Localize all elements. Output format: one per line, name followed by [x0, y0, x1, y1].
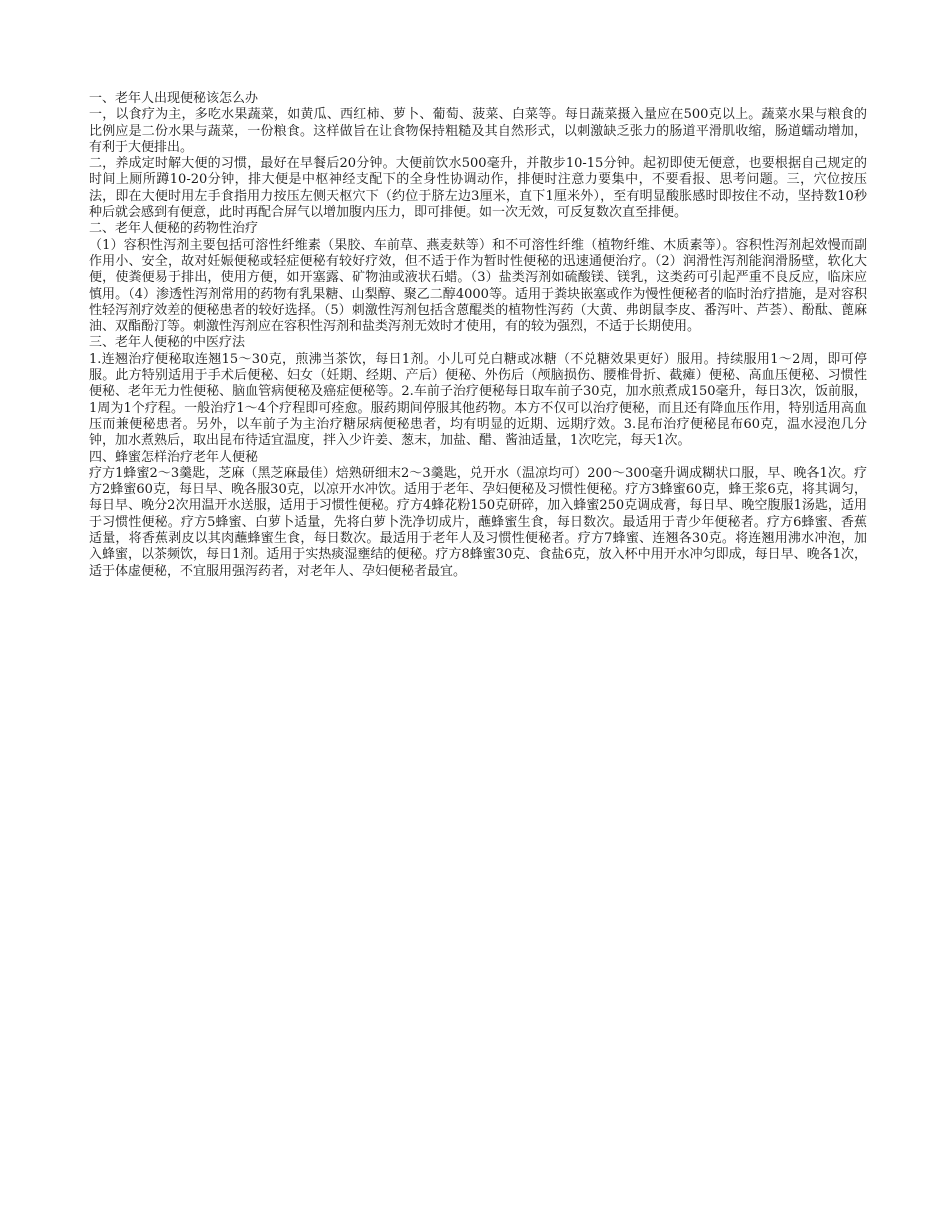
paragraph-honey-therapy: 疗方1蜂蜜2～3羹匙，芝麻（黑芝麻最佳）焙熟研细末2～3羹匙，兑开水（温凉均可）200～300毫升调成糊状口服，早、晚各1次。疗方2蜂蜜60克，每日早、晚各服30克，以凉开水冲饮。适用于老年、孕妇便秘及习惯性便秘。疗方3蜂蜜60克，蜂王浆6克，将其调匀，每日早、晚分2次用温开水送服，适用于习惯性便秘。疗方4蜂花粉150克研碎，加入蜂蜜250克调成膏，每日早、晚空腹服1汤匙，适用于习惯性便秘。疗方5蜂蜜、白萝卜适量，先将白萝卜洗净切成片，蘸蜂蜜生食，每日数次。最适用于青少年便秘者。疗方6蜂蜜、香蕉适量，将香蕉剥皮以其肉蘸蜂蜜生食，每日数次。最适用于老年人及习惯性便秘者。疗方7蜂蜜、连翘各30克。将连翘用沸水冲泡，加入蜂蜜，以茶频饮，每日1剂。适用于实热痰湿壅结的便秘。疗方8蜂蜜30克、食盐6克，放入杯中用开水冲匀即成，每日早、晚各1次，适于体虚便秘，不宜服用强泻药者，对老年人、孕妇便秘者最宜。 — [89, 465, 867, 579]
section-heading-4: 四、蜂蜜怎样治疗老年人便秘 — [89, 449, 259, 465]
paragraph-drug-therapy: （1）容积性泻剂主要包括可溶性纤维素（果胶、车前草、燕麦麸等）和不可溶性纤维（植物纤维、木质素等）。容积性泻剂起效慢而副作用小、安全，故对妊娠便秘或轻症便秘有较好疗效，但不适于作为暂时性便秘的迅速通便治疗。（2）润滑性泻剂能润滑肠壁，软化大便，使粪便易于排出，使用方便，如开塞露、矿物油或液状石蜡。（3）盐类泻剂如硫酸镁、镁乳，这类药可引起严重不良反应，临床应慎用。（4）渗透性泻剂常用的药物有乳果糖、山梨醇、聚乙二醇4000等。适用于粪块嵌塞或作为慢性便秘者的临时治疗措施，是对容积性轻泻剂疗效差的便秘患者的较好选择。（5）刺激性泻剂包括含蒽醌类的植物性泻药（大黄、弗朗鼠李皮、番泻叶、芦荟）、酚酞、蓖麻油、双酯酚汀等。刺激性泻剂应在容积性泻剂和盐类泻剂无效时才使用，有的较为强烈，不适于长期使用。 — [89, 237, 867, 335]
paragraph-bowel-habit-acupressure: 二，养成定时解大便的习惯，最好在早餐后20分钟。大便前饮水500毫升，并散步10-15分钟。起初即使无便意，也要根据自己规定的时间上厕所蹲10-20分钟，排大便是中枢神经支配下的全身性协调动作，排便时注意力要集中，不要看报、思考问题。三，穴位按压法，即在大便时用左手食指用力按压左侧天枢穴下（约位于脐左边3厘米，直下1厘米外），至有明显酸胀感时即按住不动，坚持数10秒种后就会感到有便意，此时再配合屏气以增加腹内压力，即可排便。如一次无效，可反复数次直至排便。 — [89, 156, 867, 221]
section-heading-2: 二、老年人便秘的药物性治疗 — [89, 221, 259, 237]
paragraph-tcm-therapy: 1.连翘治疗便秘取连翘15～30克，煎沸当茶饮，每日1剂。小儿可兑白糖或冰糖（不兑糖效果更好）服用。持续服用1～2周，即可停服。此方特别适用于手术后便秘、妇女（妊期、经期、产后）便秘、外伤后（颅脑损伤、腰椎骨折、截瘫）便秘、高血压便秘、习惯性便秘、老年无力性便秘、脑血管病便秘及癌症便秘等。2.车前子治疗便秘每日取车前子30克，加水煎煮成150毫升，每日3次，饭前服，1周为1个疗程。一般治疗1～4个疗程即可痊愈。服药期间停服其他药物。本方不仅可以治疗便秘，而且还有降血压作用，特别适用高血压而兼便秘患者。另外，以车前子为主治疗糖尿病便秘患者，均有明显的近期、远期疗效。3.昆布治疗便秘昆布60克，温水浸泡几分钟，加水煮熟后，取出昆布待适宜温度，拌入少许姜、葱末，加盐、醋、酱油适量，1次吃完，每天1次。 — [89, 351, 867, 449]
paragraph-diet-therapy: 一，以食疗为主，多吃水果蔬菜，如黄瓜、西红柿、萝卜、葡萄、菠菜、白菜等。每日蔬菜摄入量应在500克以上。蔬菜水果与粮食的比例应是二份水果与蔬菜，一份粮食。这样做旨在让食物保持粗糙及其自然形式，以刺激缺乏张力的肠道平滑肌收缩，肠道蠕动增加，有利于大便排出。 — [89, 107, 867, 155]
section-heading-3: 三、老年人便秘的中医疗法 — [89, 335, 246, 351]
section-heading-1: 一、老年人出现便秘该怎么办 — [89, 91, 259, 106]
document-body — [89, 91, 867, 580]
